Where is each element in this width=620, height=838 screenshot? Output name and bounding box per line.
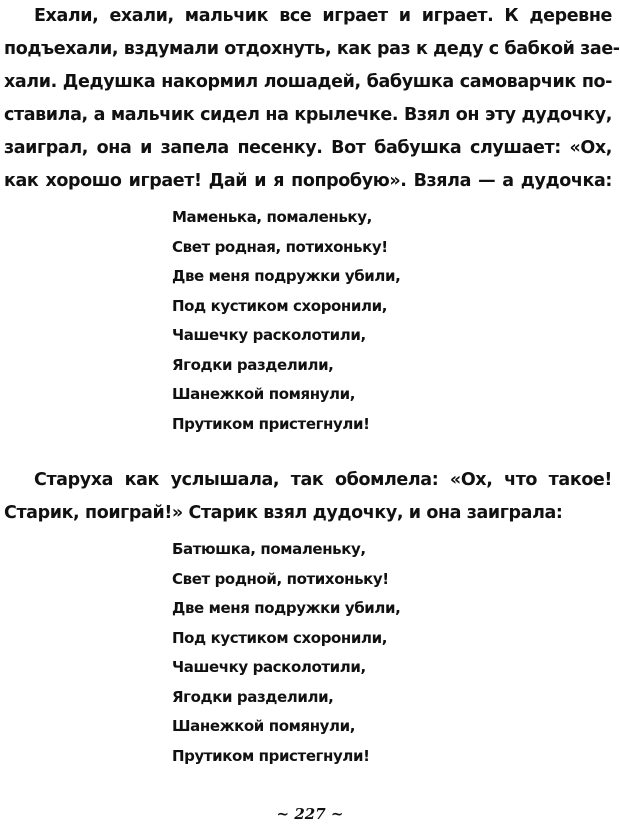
verse-line: Свет родной, потихоньку! (172, 569, 389, 588)
verse-line: Чашечку расколотили, (172, 326, 366, 344)
verse-line: Батюшка, помаленьку, (172, 540, 366, 558)
paragraph-line: Ехали, ехали, мальчик все играет и играет. К деревне (34, 6, 612, 26)
paragraph-line: подъехали, вздумали отдохнуть, как раз к деду с бабкой зае- (4, 39, 620, 59)
verse-line: Свет родная, потихоньку! (172, 237, 388, 256)
verse-2 (172, 535, 400, 771)
paragraph-line: Старик, поиграй!» Старик взял дудочку, и она заиграла: (4, 503, 563, 523)
verse-line: Шанежкой помянули, (172, 717, 356, 735)
paragraph-line: ставила, а мальчик сидел на крылечке. Взял он эту дудочку, (4, 105, 612, 125)
verse-line: Две меня подружки убили, (172, 599, 401, 617)
verse-line: Прутиком пристегнули! (172, 746, 370, 765)
verse-line: Ягодки разделили, (172, 687, 334, 706)
paragraph-2 (4, 464, 612, 530)
verse-line: Шанежкой помянули, (172, 385, 356, 403)
verse-1 (172, 203, 400, 439)
paragraph-1 (4, 0, 620, 198)
page-number: ~ 227 ~ (276, 805, 344, 823)
paragraph-line: Старуха как услышала, так обомлела: «Ох, что такое! (34, 470, 612, 490)
paragraph-line: заиграл, она и запела песенку. Вот бабушка слушает: «Ох, (4, 138, 612, 158)
verse-line: Две меня подружки убили, (172, 267, 401, 285)
paragraph-line: как хорошо играет! Дай и я попробую». Взяла — а дудочка: (4, 171, 612, 191)
verse-line: Ягодки разделили, (172, 355, 334, 374)
verse-line: Под кустиком схоронили, (172, 628, 388, 647)
verse-line: Маменька, помаленьку, (172, 208, 372, 226)
verse-line: Под кустиком схоронили, (172, 296, 388, 315)
verse-line: Прутиком пристегнули! (172, 414, 370, 433)
paragraph-line: хали. Дедушка накормил лошадей, бабушка самоварчик по- (4, 72, 612, 92)
verse-line: Чашечку расколотили, (172, 658, 366, 676)
